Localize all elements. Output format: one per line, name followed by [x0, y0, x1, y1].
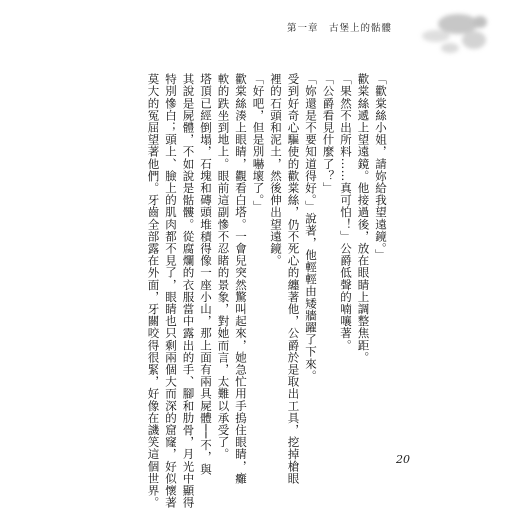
text-column: 莫大的冤屈望著他們。牙齒全部露在外面，牙關咬得很緊，好像在譏笑這個世界。 — [146, 73, 161, 509]
text-column: 「妳還是不要知道得好。」說著，他輕輕由矮牆躍了下來。 — [304, 73, 318, 382]
text-column: 歡棠絲遞上望遠鏡。他接過後，放在眼睛上調整焦距。 — [356, 73, 371, 364]
page-number: 20 — [396, 453, 410, 466]
text-column: 軟的跌坐到地上。眼前這副慘不忍睹的景象，對她而言，太難以承受了。 — [216, 73, 231, 461]
text-column: 塔頂已經倒塌，石塊和磚頭堆積得像一座小山，那上面有兩具屍體──不，與 — [199, 73, 213, 476]
text-column: 「公爵看見什麼了？」 — [321, 73, 336, 194]
watercolor-decoration — [340, 10, 490, 60]
text-column: 「歡棠絲小姐，請妳給我望遠鏡。」 — [374, 73, 388, 261]
text-column: 「好吧，但是別嚇壞了。」 — [251, 73, 266, 213]
vertical-text-block — [116, 73, 388, 509]
text-column: 歡棠絲湊上眼睛，觀看白塔。一會兒突然驚叫起來，她急忙用手摀住眼睛，癱 — [234, 73, 248, 485]
text-column: 裡的石頭和泥土，然後伸出望遠鏡。 — [269, 73, 283, 267]
running-head: 第一章 古堡上的骷髏 — [286, 23, 392, 34]
text-column: 特別慘白；頭上、臉上的肌肉都不見了，眼睛也只剩兩個大而深的窟窿，好似懷著 — [164, 73, 178, 509]
text-column: 受到好奇心驅使的歡棠絲，仍不死心的纏著他，公爵於是取出工具，挖掉槍眼 — [286, 73, 301, 485]
text-column: 其說是屍體，不如說是骷髏。從腐爛的衣服當中露出的手、腳和肋骨，月光中顯得 — [181, 73, 196, 509]
text-column: 「果然不出所料……真可怕！」公爵低聲的喃嚷著。 — [339, 73, 353, 352]
